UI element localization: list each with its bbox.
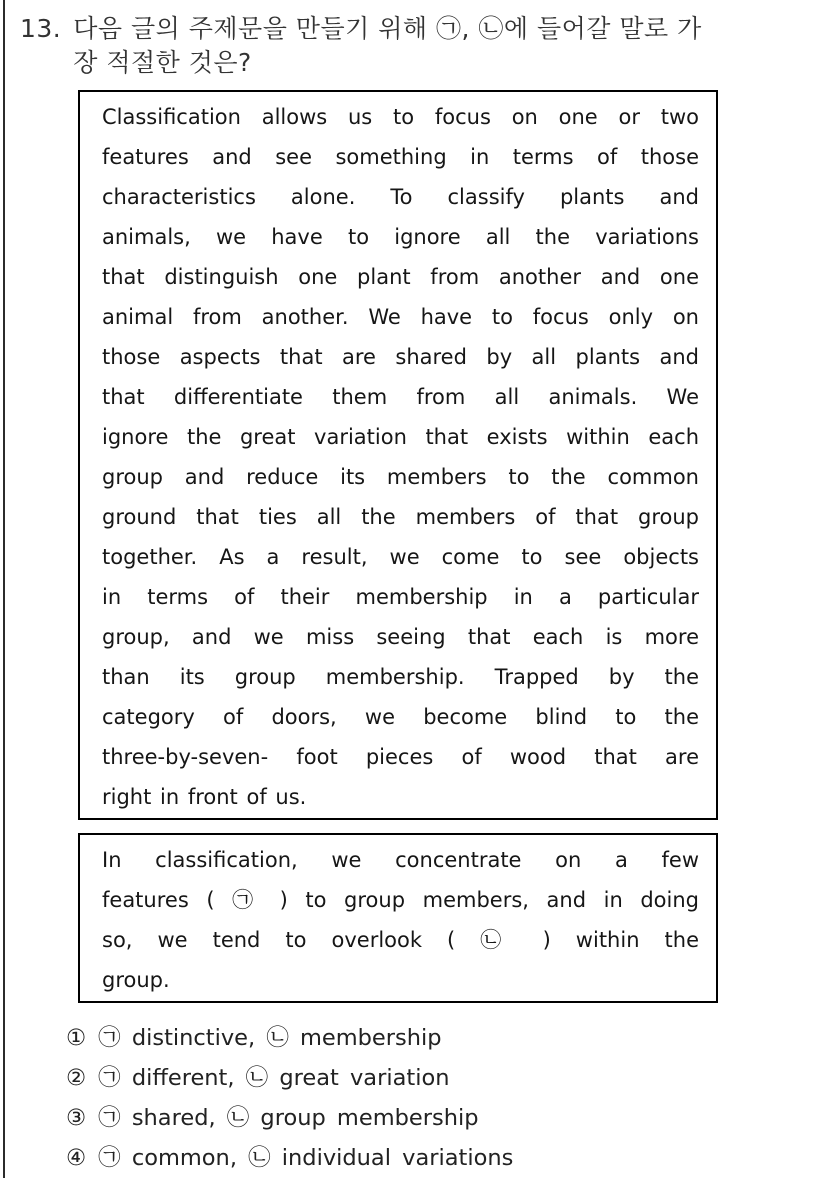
choice-number: ④ [66, 1145, 87, 1171]
choice-option [66, 1018, 796, 1058]
question-number: 13. [20, 14, 62, 43]
passage-line: ignore the great variation that exists within each [102, 425, 699, 449]
choice-number: ③ [66, 1105, 87, 1131]
passage-line: Classification allows us to focus on one or two [102, 105, 699, 129]
passage-box [78, 90, 718, 820]
passage-line: those aspects that are shared by all plants and [102, 345, 699, 369]
passage-line: right in front of us. [102, 785, 307, 809]
passage-line: that differentiate them from all animals. We [102, 385, 699, 409]
choice-text: ㉠ shared, ㉡ group membership [98, 1105, 479, 1131]
question-prompt [73, 12, 780, 80]
passage-line: animals, we have to ignore all the variations [102, 225, 699, 249]
choice-text: ㉠ different, ㉡ great variation [98, 1065, 450, 1091]
choice-number: ② [66, 1065, 87, 1091]
passage-line: group, and we miss seeing that each is more [102, 625, 699, 649]
passage-line: together. As a result, we come to see objects [102, 545, 699, 569]
passage-line: three-by-seven- foot pieces of wood that are [102, 745, 699, 769]
passage-line: ground that ties all the members of that group [102, 505, 699, 529]
passage-line: features and see something in terms of those [102, 145, 699, 169]
question-prompt-line: 장 적절한 것은? [73, 48, 252, 77]
question-header [20, 12, 780, 80]
summary-line: so, we tend to overlook ( ㉡ ) within the [102, 928, 699, 952]
passage-line: that distinguish one plant from another and one [102, 265, 699, 289]
choices-list [66, 1018, 796, 1178]
summary-line: features ( ㉠ ) to group members, and in doing [102, 888, 699, 912]
summary-line: group. [102, 968, 170, 992]
passage-line: animal from another. We have to focus only on [102, 305, 699, 329]
passage-line: in terms of their membership in a particular [102, 585, 699, 609]
passage-line: than its group membership. Trapped by the [102, 665, 699, 689]
passage-lines [102, 97, 699, 817]
choice-number: ① [66, 1025, 87, 1051]
choice-text: ㉠ distinctive, ㉡ membership [98, 1025, 442, 1051]
passage-line: characteristics alone. To classify plants and [102, 185, 699, 209]
summary-box [78, 833, 718, 1003]
column-divider-line [3, 0, 5, 1178]
passage-line: group and reduce its members to the common [102, 465, 699, 489]
question-prompt-line: 다음 글의 주제문을 만들기 위해 ㉠, ㉡에 들어갈 말로 가 [73, 14, 702, 43]
summary-line: In classification, we concentrate on a few [102, 848, 699, 872]
choice-option [66, 1098, 796, 1138]
passage-line: category of doors, we become blind to the [102, 705, 699, 729]
summary-lines [102, 840, 699, 1000]
choice-text: ㉠ common, ㉡ individual variations [98, 1145, 514, 1171]
choice-option [66, 1058, 796, 1098]
choice-option [66, 1138, 796, 1178]
